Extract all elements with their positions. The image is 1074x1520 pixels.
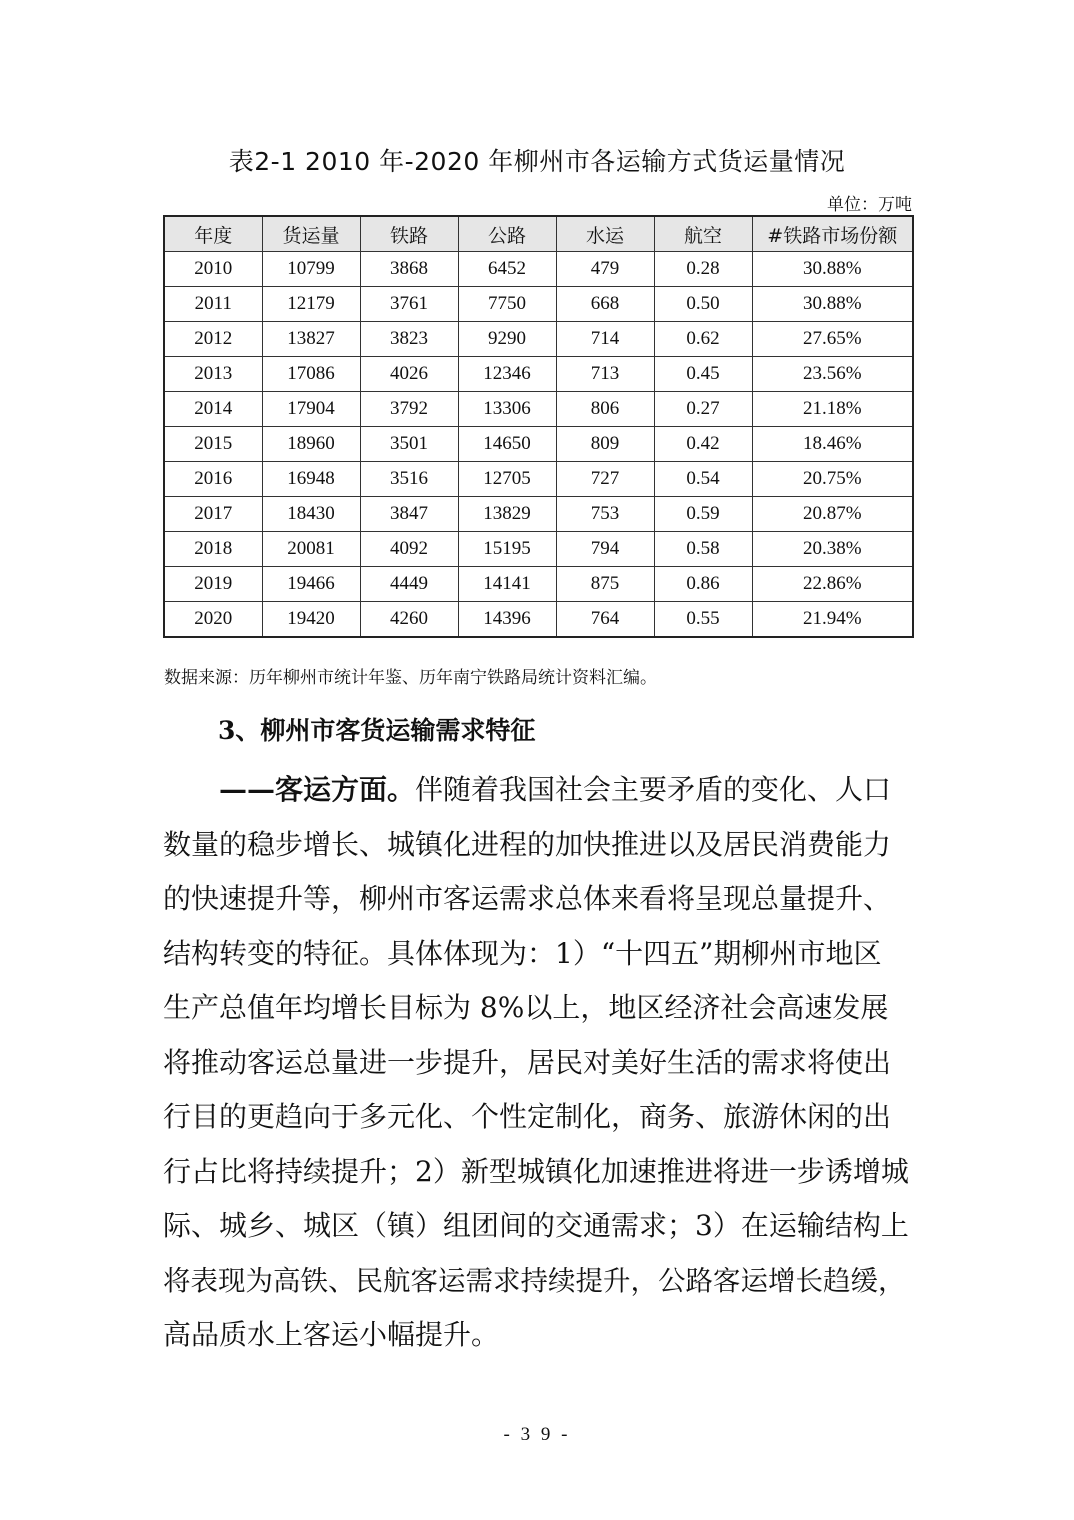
table-cell: 3868 [360, 252, 458, 287]
table-cell: 875 [556, 567, 654, 602]
table-cell: 20.38% [752, 532, 913, 567]
header-cell: 水运 [556, 216, 654, 252]
table-cell: 13827 [262, 322, 360, 357]
header-cell: 年度 [164, 216, 262, 252]
table-cell: 0.59 [654, 497, 752, 532]
freight-table [163, 215, 914, 638]
header-cell: #铁路市场份额 [752, 216, 913, 252]
unit-note: 单位：万吨 [827, 195, 912, 215]
table-cell: 0.54 [654, 462, 752, 497]
header-cell: 公路 [458, 216, 556, 252]
table-cell: 17904 [262, 392, 360, 427]
table-cell: 713 [556, 357, 654, 392]
table-cell: 0.42 [654, 427, 752, 462]
header-cell: 货运量 [262, 216, 360, 252]
table-cell: 809 [556, 427, 654, 462]
table-row [164, 497, 913, 532]
table-caption: 表2-1 2010 年-2020 年柳州市各运输方式货运量情况 [228, 147, 846, 176]
table-cell: 30.88% [752, 287, 913, 322]
table-cell: 4260 [360, 602, 458, 638]
paragraph-line: 高品质水上客运小幅提升。 [163, 1318, 500, 1351]
table-cell: 0.45 [654, 357, 752, 392]
table-cell: 2019 [164, 567, 262, 602]
table-cell: 0.86 [654, 567, 752, 602]
table-row [164, 322, 913, 357]
paragraph-lead: ——客运方面。 [219, 773, 416, 806]
header-cell: 航空 [654, 216, 752, 252]
section-heading: 3、柳州市客货运输需求特征 [218, 716, 536, 745]
paragraph-line: 生产总值年均增长目标为 8%以上，地区经济社会高速发展 [163, 991, 889, 1024]
table-cell: 17086 [262, 357, 360, 392]
table-cell: 14396 [458, 602, 556, 638]
table-row [164, 602, 913, 638]
table-row [164, 357, 913, 392]
paragraph-line: 行目的更趋向于多元化、个性定制化，商务、旅游休闲的出 [163, 1100, 892, 1133]
paragraph-text: 伴随着我国社会主要矛盾的变化、人口 [415, 773, 892, 806]
table-cell: 2020 [164, 602, 262, 638]
table-cell: 2010 [164, 252, 262, 287]
table-cell: 2015 [164, 427, 262, 462]
table-cell: 714 [556, 322, 654, 357]
table-cell: 12179 [262, 287, 360, 322]
table-cell: 3823 [360, 322, 458, 357]
table-cell: 6452 [458, 252, 556, 287]
table-cell: 2016 [164, 462, 262, 497]
table-cell: 27.65% [752, 322, 913, 357]
table-cell: 14650 [458, 427, 556, 462]
table-row [164, 462, 913, 497]
page-number: - 3 9 - [503, 1424, 571, 1445]
table-cell: 19466 [262, 567, 360, 602]
table-cell: 0.50 [654, 287, 752, 322]
table-cell: 30.88% [752, 252, 913, 287]
table-cell: 15195 [458, 532, 556, 567]
table-cell: 20081 [262, 532, 360, 567]
table-cell: 4092 [360, 532, 458, 567]
table-row [164, 427, 913, 462]
table-header-row [164, 216, 913, 252]
paragraph-line: 际、城乡、城区（镇）组团间的交通需求；3）在运输结构上 [163, 1209, 909, 1242]
table-cell: 2013 [164, 357, 262, 392]
table-cell: 3792 [360, 392, 458, 427]
table-cell: 7750 [458, 287, 556, 322]
table-cell: 4449 [360, 567, 458, 602]
paragraph-line: 数量的稳步增长、城镇化进程的加快推进以及居民消费能力 [163, 827, 892, 861]
table-cell: 22.86% [752, 567, 913, 602]
table-cell: 2017 [164, 497, 262, 532]
table-cell: 18430 [262, 497, 360, 532]
paragraph-line: 行占比将持续提升；2）新型城镇化加速推进将进一步诱增城 [163, 1154, 909, 1188]
paragraph-line [163, 763, 913, 818]
table-cell: 764 [556, 602, 654, 638]
table-row [164, 287, 913, 322]
table-cell: 16948 [262, 462, 360, 497]
table-cell: 12346 [458, 357, 556, 392]
table-cell: 21.94% [752, 602, 913, 638]
table-cell: 20.75% [752, 462, 913, 497]
paragraph-line: 结构转变的特征。具体体现为：1）“十四五”期柳州市地区 [163, 936, 882, 970]
table-cell: 20.87% [752, 497, 913, 532]
table-cell: 10799 [262, 252, 360, 287]
table-cell: 0.62 [654, 322, 752, 357]
table-cell: 18.46% [752, 427, 913, 462]
table-cell: 3761 [360, 287, 458, 322]
body-paragraph [163, 763, 913, 1363]
table-cell: 23.56% [752, 357, 913, 392]
table-cell: 19420 [262, 602, 360, 638]
table-cell: 4026 [360, 357, 458, 392]
table-cell: 806 [556, 392, 654, 427]
table-cell: 2012 [164, 322, 262, 357]
table-cell: 3847 [360, 497, 458, 532]
table-cell: 0.27 [654, 392, 752, 427]
data-source-note: 数据来源：历年柳州市统计年鉴、历年南宁铁路局统计资料汇编。 [164, 668, 657, 688]
header-cell: 铁路 [360, 216, 458, 252]
table-cell: 2014 [164, 392, 262, 427]
table-row [164, 252, 913, 287]
table-cell: 753 [556, 497, 654, 532]
table-cell: 21.18% [752, 392, 913, 427]
table-cell: 668 [556, 287, 654, 322]
table-cell: 12705 [458, 462, 556, 497]
paragraph-line: 将表现为高铁、民航客运需求持续提升，公路客运增长趋缓， [163, 1264, 906, 1297]
table-cell: 2018 [164, 532, 262, 567]
table-row [164, 532, 913, 567]
table-cell: 18960 [262, 427, 360, 462]
table-cell: 0.58 [654, 532, 752, 567]
table-cell: 14141 [458, 567, 556, 602]
table-cell: 3516 [360, 462, 458, 497]
table-cell: 794 [556, 532, 654, 567]
table-cell: 3501 [360, 427, 458, 462]
table-row [164, 567, 913, 602]
table-cell: 0.55 [654, 602, 752, 638]
table-row [164, 392, 913, 427]
paragraph-line: 的快速提升等，柳州市客运需求总体来看将呈现总量提升、 [163, 882, 892, 915]
paragraph-line: 将推动客运总量进一步提升，居民对美好生活的需求将使出 [163, 1045, 892, 1079]
table-cell: 2011 [164, 287, 262, 322]
table-cell: 13306 [458, 392, 556, 427]
table-cell: 479 [556, 252, 654, 287]
table-cell: 9290 [458, 322, 556, 357]
table-cell: 727 [556, 462, 654, 497]
table-cell: 13829 [458, 497, 556, 532]
table-cell: 0.28 [654, 252, 752, 287]
